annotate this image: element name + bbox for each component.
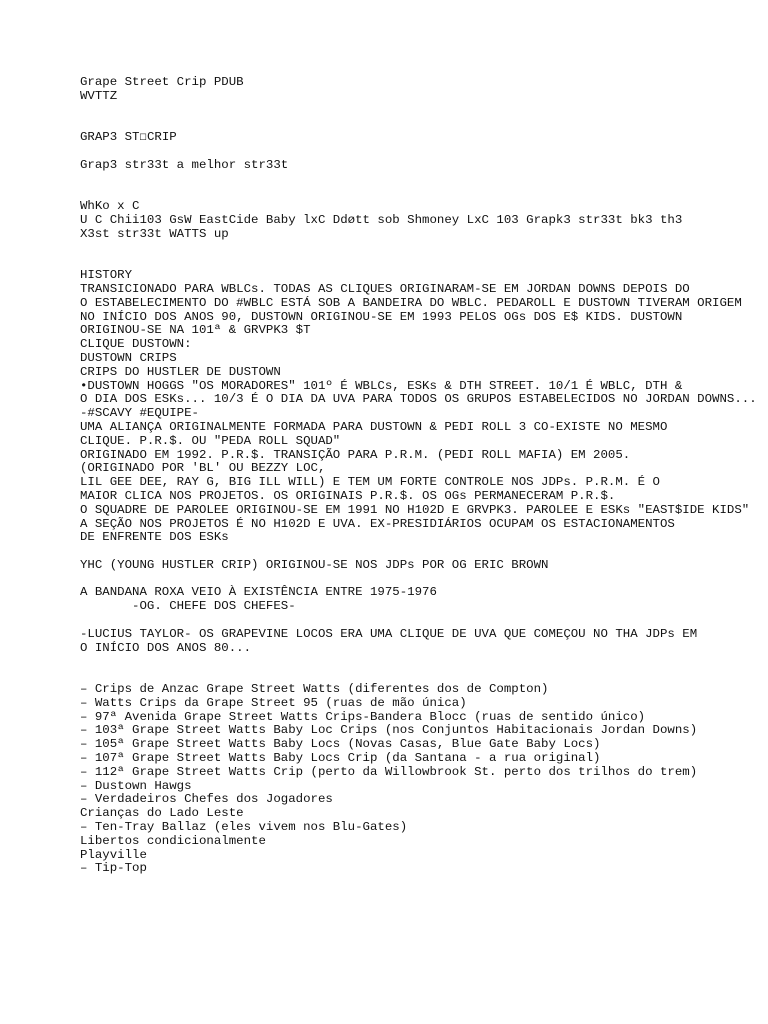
text-line: O ESTABELECIMENTO DO #WBLC ESTÁ SOB A BANDEIRA DO WBLC. PEDAROLL E DUSTOWN TIVERAM ORIGEM [80, 295, 742, 310]
text-line [80, 614, 766, 628]
text-line: GRAP3 ST☐CRIP [80, 130, 177, 145]
text-line: – Tip-Top [80, 861, 147, 876]
text-line: MAIOR CLICA NOS PROJETOS. OS ORIGINAIS P.R.$. OS OGs PERMANECERAM P.R.$. [80, 488, 616, 503]
text-line [80, 255, 766, 269]
text-line: – 105ª Grape Street Watts Baby Locs (Novas Casas, Blue Gate Baby Locs) [80, 737, 601, 752]
text-line: O SQUADRE DE PAROLEE ORIGINOU-SE EM 1991 NO H102D E GRVPK3. PAROLEE E ESKs "EAST$IDE KIDS" [80, 502, 750, 517]
text-line [80, 655, 766, 669]
text-line: Libertos condicionalmente [80, 833, 266, 848]
text-line: A BANDANA ROXA VEIO À EXISTÊNCIA ENTRE 1975-1976 [80, 585, 437, 600]
text-line: – Ten-Tray Ballaz (eles vivem nos Blu-Gates) [80, 820, 408, 835]
text-line: O INÍCIO DOS ANOS 80... [80, 640, 252, 655]
text-line: Crianças do Lado Leste [80, 806, 244, 821]
text-line: LIL GEE DEE, RAY G, BIG ILL WILL) E TEM UM FORTE CONTROLE NOS JDPs. P.R.M. É O [80, 475, 660, 490]
text-line: -LUCIUS TAYLOR- OS GRAPEVINE LOCOS ERA UMA CLIQUE DE UVA QUE COMEÇOU NO THA JDPs EM [80, 626, 698, 641]
text-line [80, 173, 766, 187]
text-line: UMA ALIANÇA ORIGINALMENTE FORMADA PARA DUSTOWN & PEDI ROLL 3 CO-EXISTE NO MESMO [80, 419, 668, 434]
text-line: NO INÍCIO DOS ANOS 90, DUSTOWN ORIGINOU-SE EM 1993 PELOS OGs DOS E$ KIDS. DUSTOWN [80, 309, 683, 324]
text-line [80, 145, 766, 159]
text-line: HISTORY [80, 268, 133, 283]
text-line: CLIQUE DUSTOWN: [80, 337, 192, 352]
text-line: ORIGINOU-SE NA 101ª & GRVPK3 $T [80, 323, 311, 338]
document-page [80, 76, 766, 876]
text-line: Playville [80, 847, 147, 862]
text-line: – 112ª Grape Street Watts Crip (perto da Willowbrook St. perto dos trilhos do trem) [80, 764, 698, 779]
text-line: – 107ª Grape Street Watts Baby Locs Crip (da Santana - a rua original) [80, 751, 601, 766]
text-line: DE ENFRENTE DOS ESKs [80, 530, 229, 545]
text-line [80, 117, 766, 131]
text-line: – 103ª Grape Street Watts Baby Loc Crips (nos Conjuntos Habitacionais Jordan Downs) [80, 723, 698, 738]
text-line: Grape Street Crip PDUB [80, 75, 244, 89]
text-line: ORIGINADO EM 1992. P.R.$. TRANSIÇÃO PARA P.R.M. (PEDI ROLL MAFIA) EM 2005. [80, 447, 631, 462]
text-line: X3st str33t WATTS up [80, 226, 229, 241]
text-line: A SEÇÃO NOS PROJETOS É NO H102D E UVA. EX-PRESIDIÁRIOS OCUPAM OS ESTACIONAMENTOS [80, 516, 675, 531]
text-line: WhKo x C [80, 199, 140, 214]
text-line: TRANSICIONADO PARA WBLCs. TODAS AS CLIQUES ORIGINARAM-SE EM JORDAN DOWNS DEPOIS DO [80, 281, 690, 296]
text-line: – Dustown Hawgs [80, 778, 192, 793]
text-line [80, 545, 766, 559]
text-line: O DIA DOS ESKs... 10/3 É O DIA DA UVA PARA TODOS OS GRUPOS ESTABELECIDOS NO JORDAN DOWNS... [80, 392, 757, 407]
text-line: CLIQUE. P.R.$. OU "PEDA ROLL SQUAD" [80, 433, 341, 448]
text-line: CRIPS DO HUSTLER DE DUSTOWN [80, 364, 281, 379]
text-line: •DUSTOWN HOGGS "OS MORADORES" 101º É WBLCs, ESKs & DTH STREET. 10/1 É WBLC, DTH & [80, 378, 683, 393]
text-line [80, 242, 766, 256]
text-line: YHC (YOUNG HUSTLER CRIP) ORIGINOU-SE NOS JDPs POR OG ERIC BROWN [80, 557, 549, 572]
text-line: WVTTZ [80, 88, 118, 103]
text-line: – 97ª Avenida Grape Street Watts Crips-Bandera Blocc (ruas de sentido único) [80, 709, 646, 724]
text-line [80, 186, 766, 200]
text-line: – Verdadeiros Chefes dos Jogadores [80, 792, 333, 807]
text-line: – Crips de Anzac Grape Street Watts (diferentes dos de Compton) [80, 682, 549, 697]
text-line: – Watts Crips da Grape Street 95 (ruas de mão única) [80, 695, 467, 710]
text-line [80, 104, 766, 118]
text-line [80, 669, 766, 683]
text-line: (ORIGINADO POR 'BL' OU BEZZY LOC, [80, 461, 326, 476]
text-line: -#SCAVY #EQUIPE- [80, 406, 199, 421]
text-line: -OG. CHEFE DOS CHEFES- [80, 599, 296, 614]
text-line: Grap3 str33t a melhor str33t [80, 157, 289, 172]
text-line: DUSTOWN CRIPS [80, 350, 177, 365]
text-line: U C Chii103 GsW EastCide Baby lxC Ddøtt sob Shmoney LxC 103 Grapk3 str33t bk3 th3 [80, 212, 683, 227]
